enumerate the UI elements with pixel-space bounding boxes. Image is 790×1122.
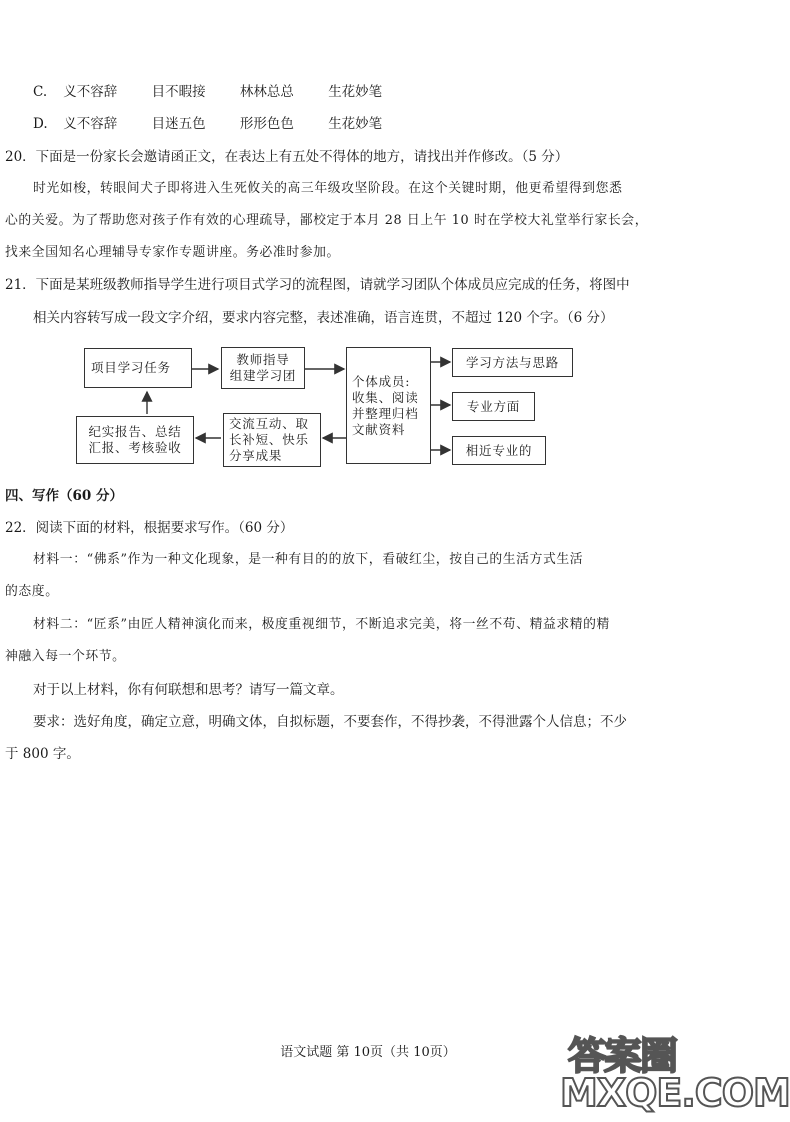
box-line: 专业方面 <box>466 398 521 414</box>
watermark-line-2: MXQE.COM <box>560 1071 790 1115</box>
requirement-line: 于 800 字。 <box>5 746 80 762</box>
option-word: 生花妙笔 <box>328 116 383 132</box>
box-project-task-label: 项目学习任务 <box>91 360 171 375</box>
box-exchange <box>223 413 321 467</box>
box-line: 教师指导 <box>236 352 290 367</box>
box-line: 学习方法与思路 <box>465 354 560 370</box>
box-line: 并整理归档 <box>352 405 419 421</box>
box-line: 纪实报告、总结 <box>88 424 182 439</box>
option-word: 目不暇接 <box>151 84 206 100</box>
material2-line: 神融入每一个环节。 <box>5 649 126 664</box>
q22-prompt: 22．阅读下面的材料，根据要求写作。（60 分） <box>5 520 294 536</box>
box-line: 收集、阅读 <box>352 389 419 405</box>
option-word: 义不容辞 <box>63 84 118 100</box>
box-teacher-guidance <box>221 347 305 389</box>
q20-body-line: 时光如梭，转眼间犬子即将进入生死攸关的高三年级攻坚阶段。在这个关键时期，他更希望得到您悉 <box>33 181 623 196</box>
box-project-task <box>84 348 192 388</box>
option-label: D. <box>33 116 48 132</box>
material2-line: 材料二：“匠系”由匠人精神演化而来，极度重视细节，不断追求完美，将一丝不苟、精益求精的精 <box>33 617 610 632</box>
box-related-major <box>452 436 546 465</box>
q20-body-line: 心的关爱。为了帮助您对孩子作有效的心理疏导，鄙校定于本月 28 日上午 10 时在学校大礼堂举行家长会， <box>5 213 649 228</box>
option-word: 义不容辞 <box>63 116 118 132</box>
q21-prompt-line: 相关内容转写成一段文字介绍，要求内容完整，表述准确，语言连贯，不超过 120 个字。（6 分） <box>33 310 614 326</box>
q22-question: 对于以上材料，你有何联想和思考？请写一篇文章。 <box>33 682 344 698</box>
box-individual-members <box>346 347 431 464</box>
box-line: 分享成果 <box>229 448 283 463</box>
option-word: 生花妙笔 <box>328 84 383 100</box>
box-line: 交流互动、取 <box>229 416 309 431</box>
section-heading: 四、写作（60 分） <box>5 488 123 504</box>
option-word: 林林总总 <box>239 84 294 100</box>
q20-body-line: 找来全国知名心理辅导专家作专题讲座。务必准时参加。 <box>5 245 340 260</box>
q20-prompt: 20．下面是一份家长会邀请函正文，在表达上有五处不得体的地方，请找出并作修改。（5 分） <box>5 149 569 165</box>
option-word: 形形色色 <box>239 116 294 132</box>
box-line: 长补短、快乐 <box>229 432 309 447</box>
box-major-aspect <box>452 392 535 421</box>
box-line: 汇报、考核验收 <box>88 440 182 455</box>
box-line: 组建学习团 <box>229 368 297 383</box>
box-learning-method <box>452 348 573 377</box>
box-line: 相近专业的 <box>465 442 533 458</box>
material1-line: 材料一：“佛系”作为一种文化现象，是一种有目的的放下，看破红尘，按自己的生活方式生活 <box>33 552 584 567</box>
requirement-line: 要求：选好角度，确定立意，明确文体，自拟标题，不要套作，不得抄袭，不得泄露个人信息；不少 <box>33 714 627 730</box>
watermark-line-1: 答案圈 <box>568 1034 677 1078</box>
page-footer: 语文试题 第 10页（共 10页） <box>280 1045 456 1060</box>
option-label: C. <box>33 84 48 100</box>
box-line: 文献资料 <box>352 421 406 437</box>
material1-line: 的态度。 <box>5 584 59 599</box>
box-line: 个体成员: <box>352 373 411 389</box>
watermark-logo <box>560 1025 790 1122</box>
q21-prompt-line: 21．下面是某班级教师指导学生进行项目式学习的流程图，请就学习团队个体成员应完成的任务，将图中 <box>5 277 630 293</box>
option-word: 目迷五色 <box>151 116 206 132</box>
box-report <box>76 416 194 464</box>
